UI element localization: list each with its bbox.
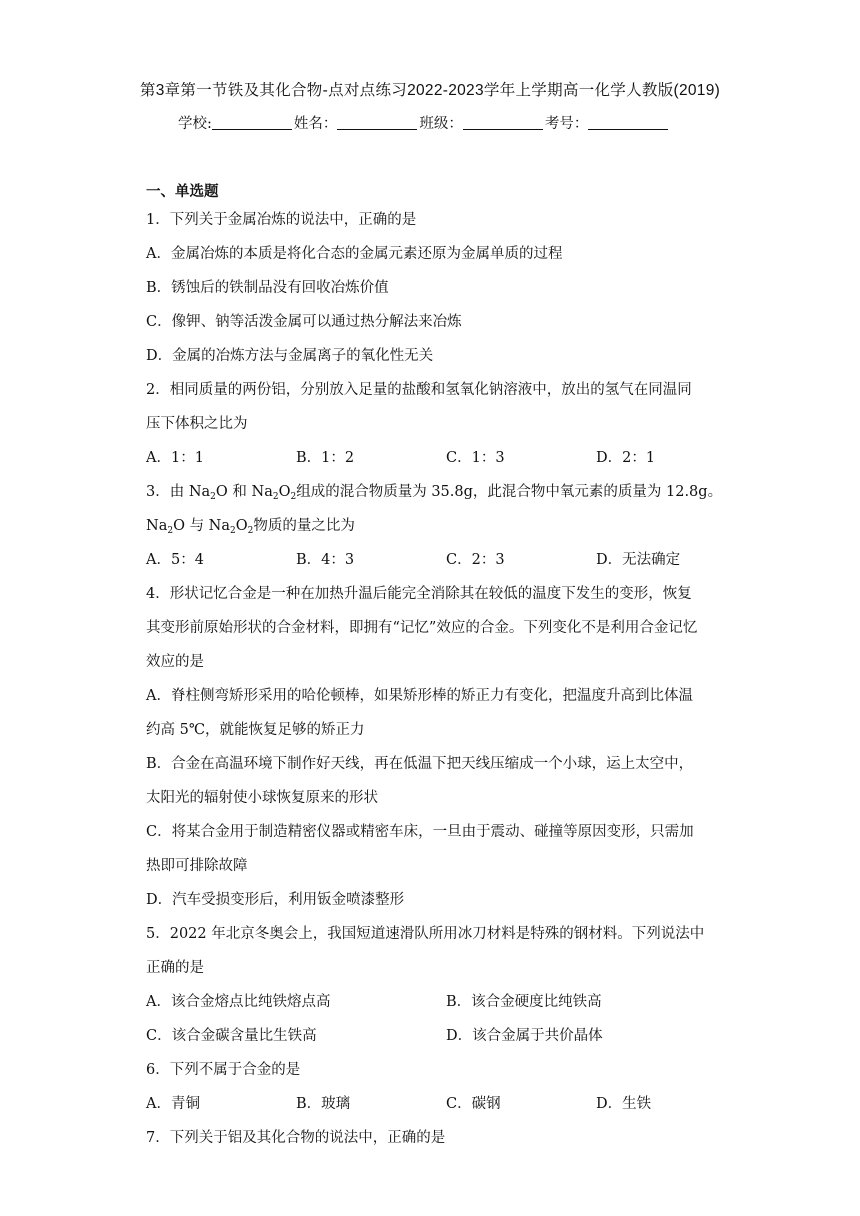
q3-text-3: O <box>278 484 291 500</box>
q2-stem-line1: 2．相同质量的两份铝，分别放入足量的盐酸和氢氧化钠溶液中，放出的氢气在同温同 <box>146 382 692 398</box>
class-label: 班级： <box>419 116 463 132</box>
q3-subscript: 2 <box>272 492 279 502</box>
q3-subscript: 2 <box>247 526 254 536</box>
school-label: 学校: <box>178 116 212 132</box>
q3-option-b: B．4：3 <box>296 552 355 568</box>
q1-option-b: B．锈蚀后的铁制品没有回收冶炼价值 <box>146 280 389 296</box>
q4-option-c-line1: C．将某合金用于制造精密仪器或精密车床，一旦由于震动、碰撞等原因变形，只需加 <box>146 824 694 840</box>
q3-stem-line2 <box>146 514 355 536</box>
section-heading: 一、单选题 <box>146 184 219 200</box>
page-title: 第3章第一节铁及其化合物-点对点练习2022-2023学年上学期高一化学人教版(2019) <box>139 82 721 99</box>
q3-text-1: 3．由 Na <box>146 484 211 500</box>
q5-option-d: D．该合金属于共价晶体 <box>446 1028 603 1044</box>
name-label: 姓名： <box>293 116 338 132</box>
school-blank[interactable] <box>212 115 292 130</box>
q3-text-7: O <box>235 518 248 534</box>
q4-option-a-line1: A．脊柱侧弯矫形采用的哈伦顿棒，如果矫形棒的矫正力有变化，把温度升高到比体温 <box>146 688 693 704</box>
q5-stem-line2: 正确的是 <box>146 960 204 976</box>
q2-stem-line2: 压下体积之比为 <box>146 416 248 432</box>
q6-option-a: A．青铜 <box>146 1096 200 1112</box>
q5-option-c: C．该合金碳含量比生铁高 <box>146 1028 317 1044</box>
q4-option-d: D．汽车受损变形后，利用钣金喷漆整形 <box>146 892 405 908</box>
q6-option-c: C．碳钢 <box>446 1096 501 1112</box>
q6-option-b: B．玻璃 <box>296 1096 351 1112</box>
q3-subscript: 2 <box>167 526 174 536</box>
class-blank[interactable] <box>463 115 543 130</box>
q1-option-d: D．金属的冶炼方法与金属离子的氧化性无关 <box>146 348 434 364</box>
q3-text-2: O 和 Na <box>215 484 273 500</box>
q5-option-b: B．该合金硬度比纯铁高 <box>446 994 602 1010</box>
q4-stem-line3: 效应的是 <box>146 654 204 670</box>
exam-no-label: 考号： <box>544 116 589 132</box>
q3-text-8: 物质的量之比为 <box>253 518 355 534</box>
q2-option-c: C．1：3 <box>446 450 505 466</box>
q3-subscript: 2 <box>230 526 236 536</box>
q2-option-b: B．1：2 <box>296 450 355 466</box>
q4-option-b-line2: 太阳光的辐射使小球恢复原来的形状 <box>146 790 378 806</box>
q7-stem: 7．下列关于铝及其化合物的说法中，正确的是 <box>146 1130 446 1146</box>
q1-option-a: A．金属冶炼的本质是将化合态的金属元素还原为金属单质的过程 <box>146 246 563 262</box>
q1-option-c: C．像钾、钠等活泼金属可以通过热分解法来冶炼 <box>146 314 462 330</box>
q2-option-a: A．1：1 <box>146 450 204 466</box>
q4-stem-line1: 4．形状记忆合金是一种在加热升温后能完全消除其在较低的温度下发生的变形，恢复 <box>146 586 692 602</box>
q3-option-d: D．无法确定 <box>596 552 681 568</box>
q3-option-a: A．5：4 <box>146 552 204 568</box>
q5-stem-line1: 5．2022 年北京冬奥会上，我国短道速滑队所用冰刀材料是特殊的钢材料。下列说法中 <box>146 926 705 942</box>
q4-option-b-line1: B．合金在高温环境下制作好天线，再在低温下把天线压缩成一个小球，运上太空中， <box>146 756 694 772</box>
exam-no-blank[interactable] <box>588 115 668 130</box>
q6-option-d: D．生铁 <box>596 1096 652 1112</box>
q4-option-c-line2: 热即可排除故障 <box>146 858 248 874</box>
q4-option-a-line2: 约高 5℃，就能恢复足够的矫正力 <box>146 722 365 738</box>
q5-option-a: A．该合金熔点比纯铁熔点高 <box>146 994 331 1010</box>
name-blank[interactable] <box>337 115 417 130</box>
student-info-line <box>178 112 670 133</box>
q1-stem: 1．下列关于金属冶炼的说法中，正确的是 <box>146 212 417 228</box>
q6-stem: 6．下列不属于合金的是 <box>146 1062 301 1078</box>
q3-subscript: 2 <box>290 492 297 502</box>
q3-text-5: Na <box>146 518 168 534</box>
q3-option-c: C．2：3 <box>446 552 505 568</box>
q3-subscript: 2 <box>210 492 216 502</box>
q3-text-6: O 与 Na <box>173 518 231 534</box>
q3-stem-line1 <box>146 480 722 502</box>
q3-text-4: 组成的混合物质量为 35.8g，此混合物中氧元素的质量为 12.8g。 <box>296 484 723 500</box>
q4-stem-line2: 其变形前原始形状的合金材料，即拥有“记忆”效应的合金。下列变化不是利用合金记忆 <box>146 620 698 636</box>
q2-option-d: D．2：1 <box>596 450 656 466</box>
